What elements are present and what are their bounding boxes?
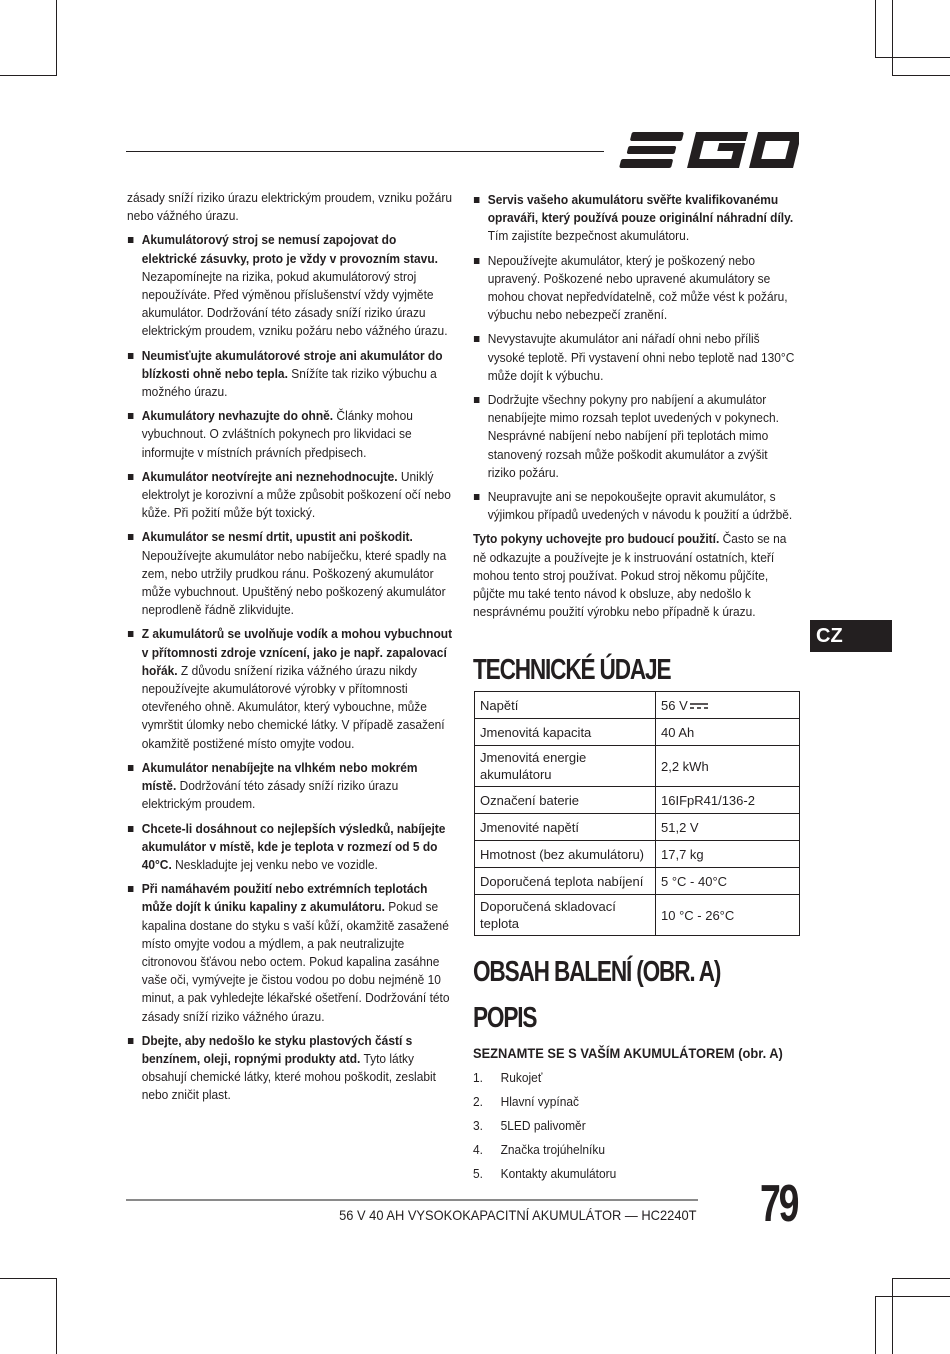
paragraph bbox=[127, 189, 453, 225]
bullet-item bbox=[127, 759, 453, 814]
spec-value-text: 17,7 kg bbox=[661, 846, 704, 862]
bold-lead: Akumulátor neotvírejte ani neznehodnocujte. bbox=[141, 468, 398, 484]
bullet-square-icon bbox=[128, 826, 134, 832]
bullet-square-icon bbox=[474, 494, 480, 500]
spec-row bbox=[475, 868, 800, 895]
list-label: Hlavní vypínač bbox=[500, 1094, 580, 1109]
list-number: 4. bbox=[473, 1142, 483, 1157]
spec-value-text: 2,2 kWh bbox=[661, 758, 709, 774]
body-text: Tím zajistíte bezpečnost akumulátoru. bbox=[487, 228, 690, 244]
list-item bbox=[473, 1093, 616, 1117]
bullet-item bbox=[127, 820, 453, 875]
spec-value bbox=[656, 841, 800, 868]
body-text: Nepoužívejte akumulátor, který je poškozený nebo upravený. Poškozené nebo upravené akumulátory se mohou chovat nepředvídatelně, což může vést k požáru, výbuchu nebo nebezpečí zranění. bbox=[487, 252, 788, 323]
body-text: Často se na ně odkazujte a používejte je k instruování ostatních, kteří mohou tento stroj používat. Pokud stroj někomu půjčíte, půjčte mu také tento návod k obsluze, aby nedošlo k nesprávnému použití výrobku nebo případně k úrazu. bbox=[473, 531, 787, 620]
spec-value bbox=[656, 787, 800, 814]
spec-label: Jmenovitá energie akumulátoru bbox=[475, 746, 656, 787]
body-text: Neskladujte jej venku nebo ve vozidle. bbox=[171, 856, 378, 872]
crop-mark bbox=[892, 0, 893, 76]
crop-mark bbox=[892, 1278, 893, 1354]
bullet-square-icon bbox=[128, 474, 134, 480]
language-tab: CZ bbox=[810, 620, 892, 652]
crop-mark bbox=[0, 75, 56, 76]
body-text: Neupravujte ani se nepokoušejte opravit akumulátor, s výjimkou případů uvedených v návodu k použití a údržbě. bbox=[487, 489, 793, 523]
tech-heading: TECHNICKÉ ÚDAJE bbox=[473, 654, 671, 686]
bullet-item bbox=[127, 1032, 453, 1105]
crop-mark bbox=[893, 1278, 950, 1279]
spec-label: Označení baterie bbox=[475, 787, 656, 814]
bold-lead: Servis vašeho akumulátoru svěřte kvalifikovanému opraváři, který používá pouze originální náhradní díly. bbox=[487, 192, 794, 226]
body-text: Nepoužívejte akumulátor nebo nabíječku, které spadly na zem, nebo utržily prudkou ránu. Poškozený akumulátor může vybuchnout. Upuštěný nebo poškozený akumulátor neprodleně řádně zlikvidujte. bbox=[141, 547, 447, 618]
spec-value bbox=[656, 814, 800, 841]
parts-list bbox=[473, 1069, 616, 1189]
bullet-square-icon bbox=[128, 413, 134, 419]
paragraph bbox=[473, 530, 798, 621]
know-heading: SEZNAMTE SE S VAŠÍM AKUMULÁTOREM (obr. A) bbox=[473, 1045, 783, 1061]
spec-value bbox=[656, 895, 800, 936]
bold-lead: Dbejte, aby nedošlo ke styku plastových částí s benzínem, oleji, ropnými produkty atd. bbox=[141, 1032, 413, 1066]
list-item bbox=[473, 1165, 616, 1189]
crop-mark bbox=[0, 1278, 56, 1279]
spec-value bbox=[656, 692, 800, 719]
list-item bbox=[473, 1069, 616, 1093]
spec-row bbox=[475, 787, 800, 814]
bullet-square-icon bbox=[128, 534, 134, 540]
list-number: 5. bbox=[473, 1166, 483, 1181]
spec-value-text: 56 V bbox=[661, 697, 688, 713]
bullet-item bbox=[127, 880, 453, 1026]
body-text: Dodržujte všechny pokyny pro nabíjení a akumulátor nenabíjejte mimo rozsah teplot uvedených v pokynech. Nesprávné nabíjení nebo nabíjení při teplotách mimo stanovený rozsah může poškodit akumulátor a zvýšit riziko požáru. bbox=[487, 392, 779, 480]
spec-value-text: 40 Ah bbox=[661, 724, 695, 740]
list-label: Kontakty akumulátoru bbox=[500, 1166, 617, 1181]
body-text: Z důvodu snížení rizika vážného úrazu nikdy nepoužívejte akumulátorové výrobky v přítomnosti otevřeného ohně. Akumulátor, který vybouchne, může vymrštit úlomky nebo chemické látky. V případě zasažení okamžitě postižené místo omyjte vodou. bbox=[141, 662, 445, 751]
crop-mark bbox=[875, 0, 876, 58]
spec-row bbox=[475, 692, 800, 719]
left-column bbox=[127, 189, 453, 1111]
bullet-item bbox=[127, 407, 453, 462]
bullet-square-icon bbox=[128, 886, 134, 892]
spec-value bbox=[656, 719, 800, 746]
bold-lead: Akumulátorový stroj se nemusí zapojovat do elektrické zásuvky, proto je vždy v provozním stavu. bbox=[141, 232, 438, 266]
bullet-square-icon bbox=[128, 237, 134, 243]
description-heading: POPIS bbox=[473, 1002, 537, 1034]
body-text: zásady sníží riziko úrazu elektrickým proudem, vzniku požáru nebo vážného úrazu. bbox=[127, 190, 453, 224]
bold-lead: Při namáhavém použití nebo extrémních teplotách může dojít k úniku kapaliny z akumulátoru. bbox=[141, 881, 428, 915]
spec-row bbox=[475, 719, 800, 746]
bullet-square-icon bbox=[128, 353, 134, 359]
spec-value-text: 5 °C - 40°C bbox=[661, 873, 728, 889]
list-item bbox=[473, 1117, 616, 1141]
spec-value-text: 10 °C - 26°C bbox=[661, 907, 735, 923]
right-column bbox=[473, 191, 798, 627]
bullet-item bbox=[127, 468, 453, 523]
bullet-square-icon bbox=[474, 197, 480, 203]
spec-value bbox=[656, 746, 800, 787]
spec-label: Jmenovité napětí bbox=[475, 814, 656, 841]
bullet-item bbox=[473, 330, 798, 385]
bullet-item bbox=[127, 625, 453, 752]
spec-label: Doporučená teplota nabíjení bbox=[475, 868, 656, 895]
bold-lead: Neumisťujte akumulátorové stroje ani akumulátor do blízkosti ohně nebo tepla. bbox=[141, 347, 443, 381]
spec-value-text: 16IFpR41/136-2 bbox=[661, 792, 755, 808]
spec-label: Hmotnost (bez akumulátoru) bbox=[475, 841, 656, 868]
body-text: Nevystavujte akumulátor ani nářadí ohni nebo příliš vysoké teplotě. Při vystavení ohni nebo teplotě nad 130°C může dojít k výbuchu. bbox=[487, 331, 795, 383]
bold-lead: Akumulátor se nesmí drtit, upustit ani poškodit. bbox=[141, 529, 413, 545]
page-number: 79 bbox=[760, 1175, 798, 1233]
crop-mark bbox=[875, 1296, 876, 1354]
bold-lead: Chcete-li dosáhnout co nejlepších výsledků, nabíjejte akumulátor v místě, kde je teplota v rozmezí od 5 do 40°C. bbox=[141, 820, 446, 872]
crop-mark bbox=[56, 1278, 57, 1354]
list-number: 1. bbox=[473, 1070, 483, 1085]
body-text: Tyto látky obsahují chemické látky, které mohou poškodit, zeslabit nebo zničit plast. bbox=[141, 1050, 437, 1103]
list-label: Rukojeť bbox=[500, 1070, 543, 1085]
list-label: 5LED palivoměr bbox=[500, 1118, 586, 1133]
bullet-square-icon bbox=[474, 336, 480, 342]
spec-row bbox=[475, 814, 800, 841]
footer-text: 56 V 40 AH VYSOKOKAPACITNÍ AKUMULÁTOR — HC2240T bbox=[339, 1207, 697, 1223]
crop-mark bbox=[875, 1296, 950, 1297]
bullet-square-icon bbox=[474, 258, 480, 264]
dc-current-icon bbox=[690, 702, 708, 710]
spec-label: Jmenovitá kapacita bbox=[475, 719, 656, 746]
footer-rule bbox=[126, 1199, 698, 1201]
bullet-item bbox=[127, 231, 453, 340]
bullet-item bbox=[127, 528, 453, 619]
spec-value-text: 51,2 V bbox=[661, 819, 699, 835]
list-number: 2. bbox=[473, 1094, 483, 1109]
bold-lead: Akumulátor nenabíjejte na vlhkém nebo mokrém místě. bbox=[141, 759, 418, 794]
crop-mark bbox=[893, 75, 950, 76]
bullet-square-icon bbox=[128, 765, 134, 771]
ego-logo bbox=[617, 128, 799, 172]
spec-value bbox=[656, 868, 800, 895]
body-text: Uniklý elektrolyt je korozivní a může způsobit poškození očí nebo kůže. Při požití může být toxický. bbox=[141, 468, 451, 521]
bullet-item bbox=[473, 391, 798, 482]
bold-lead: Akumulátory nevhazujte do ohně. bbox=[141, 408, 334, 424]
bullet-item bbox=[473, 191, 798, 246]
spec-label: Napětí bbox=[475, 692, 656, 719]
header-rule bbox=[126, 151, 604, 152]
body-text: Články mohou vybuchnout. O zvláštních pokynech pro likvidaci se informujte v místních právních předpisech. bbox=[141, 408, 413, 460]
spec-row bbox=[475, 746, 800, 787]
spec-label: Doporučená skladovací teplota bbox=[475, 895, 656, 936]
body-text: Pokud se kapalina dostane do styku s vaší kůží, okamžitě zasažené místo omyjte vodou a mýdlem, a pak neutralizujte citronovou šťávou nebo octem. Pokud kapalina zasáhne vaše oči, vymývejte je čistou vodou po dobu nejméně 10 minut, a pak vyhledejte lékařské ošetření. Dodržování této zásady sníží riziko vážného úrazu. bbox=[141, 899, 450, 1024]
body-text: Nezapomínejte na rizika, pokud akumulátorový stroj nepoužíváte. Před výměnou příslušenství vždy vyjměte akumulátor. Dodržování této zásady sníží riziko úrazu elektrickým proudem, vzniku požáru nebo vážného úrazu. bbox=[141, 268, 448, 339]
spec-row bbox=[475, 895, 800, 936]
bullet-square-icon bbox=[128, 1038, 134, 1044]
bullet-square-icon bbox=[128, 631, 134, 637]
list-label: Značka trojúhelníku bbox=[500, 1142, 605, 1157]
bold-lead: Z akumulátorů se uvolňuje vodík a mohou vybuchnout v přítomnosti zdroje vznícení, jako je např. zapalovací hořák. bbox=[141, 626, 453, 678]
bullet-item bbox=[473, 252, 798, 325]
bold-lead: Tyto pokyny uchovejte pro budoucí použití. bbox=[473, 531, 720, 547]
spec-table bbox=[474, 691, 800, 936]
spec-row bbox=[475, 841, 800, 868]
bullet-square-icon bbox=[474, 397, 480, 403]
body-text: Dodržování této zásady sníží riziko úrazu elektrickým proudem. bbox=[141, 778, 399, 812]
crop-mark bbox=[875, 57, 950, 58]
list-item bbox=[473, 1141, 616, 1165]
bullet-item bbox=[473, 488, 798, 524]
package-heading: OBSAH BALENÍ (OBR. A) bbox=[473, 956, 721, 988]
bullet-item bbox=[127, 347, 453, 402]
crop-mark bbox=[56, 0, 57, 76]
list-number: 3. bbox=[473, 1118, 483, 1133]
body-text: Snížíte tak riziko výbuchu a možného úrazu. bbox=[141, 365, 437, 400]
